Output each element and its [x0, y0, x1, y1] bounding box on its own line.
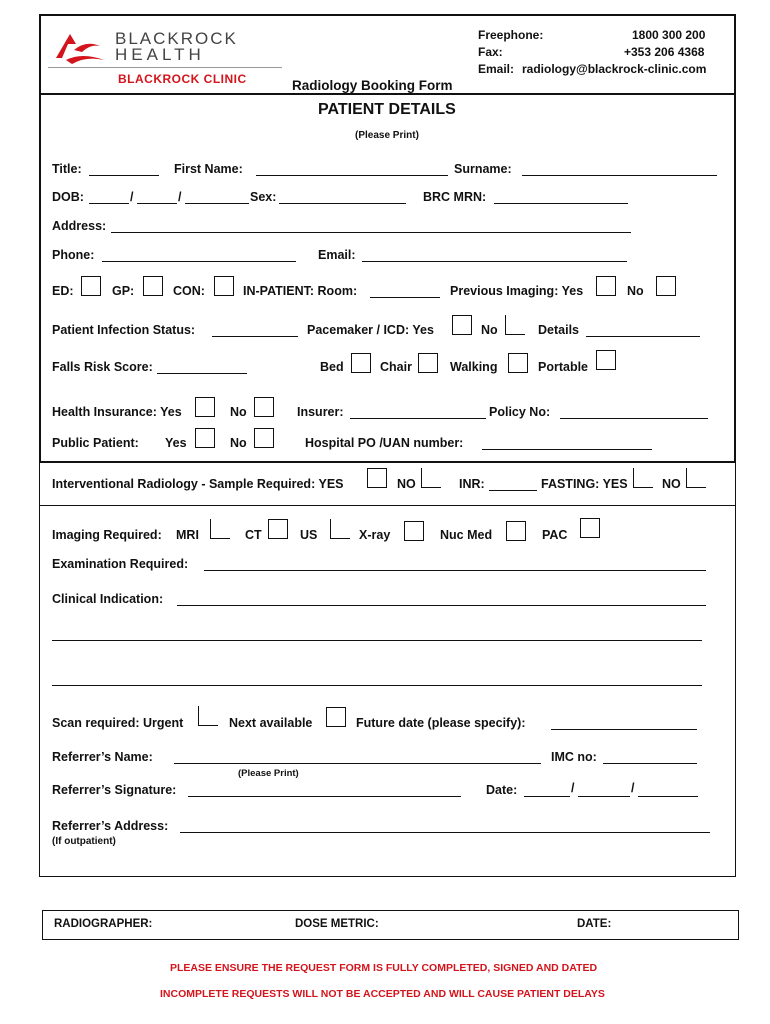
- interventional-label: Interventional Radiology - Sample Required: YES: [52, 477, 344, 491]
- clinic-name: BLACKROCK CLINIC: [118, 72, 247, 86]
- referrer-address-label: Referrer’s Address:: [52, 819, 169, 833]
- fax-value: +353 206 4368: [624, 45, 705, 59]
- request-section: [39, 461, 736, 877]
- form-title: Radiology Booking Form: [292, 78, 453, 93]
- ref-date-label: Date:: [486, 783, 518, 797]
- dob-sep-1: /: [130, 190, 134, 204]
- dob-sep-2: /: [178, 190, 182, 204]
- freephone-value: 1800 300 200: [632, 28, 706, 42]
- fax-label: Fax:: [478, 45, 503, 59]
- please-print-note: (Please Print): [238, 768, 299, 779]
- prev-imaging-no-label: No: [627, 284, 644, 298]
- phone-label: Phone:: [52, 248, 95, 262]
- us-checkbox[interactable]: [330, 519, 350, 539]
- radiographer-label: RADIOGRAPHER:: [54, 918, 153, 930]
- ref-date-day-field[interactable]: [524, 796, 570, 797]
- mri-label: MRI: [176, 528, 199, 542]
- details-label: Details: [538, 323, 579, 337]
- pacemaker-no-label: No: [481, 323, 498, 337]
- ref-date-sep-2: /: [631, 781, 635, 795]
- imc-field[interactable]: [603, 763, 697, 764]
- exam-label: Examination Required:: [52, 557, 189, 571]
- health-ins-yes-checkbox[interactable]: [195, 397, 215, 417]
- clinical-label: Clinical Indication:: [52, 592, 164, 606]
- public-patient-label: Public Patient:: [52, 436, 139, 450]
- dob-year-field[interactable]: [185, 203, 249, 204]
- future-date-label: Future date (please specify):: [356, 716, 526, 730]
- chair-label: Chair: [380, 360, 412, 374]
- ct-checkbox[interactable]: [268, 519, 288, 539]
- patient-email-label: Email:: [318, 248, 356, 262]
- first-name-field[interactable]: [256, 175, 448, 176]
- gp-checkbox[interactable]: [143, 276, 163, 296]
- gp-label: GP:: [112, 284, 135, 298]
- interventional-divider: [39, 505, 736, 506]
- referrer-signature-field[interactable]: [188, 796, 461, 797]
- fasting-yes-checkbox[interactable]: [633, 468, 653, 488]
- ref-date-month-field[interactable]: [578, 796, 630, 797]
- phone-field[interactable]: [102, 261, 296, 262]
- scan-urgent-checkbox[interactable]: [198, 706, 218, 726]
- referrer-signature-label: Referrer’s Signature:: [52, 783, 177, 797]
- next-available-label: Next available: [229, 716, 313, 730]
- falls-label: Falls Risk Score:: [52, 360, 153, 374]
- pacemaker-yes-checkbox[interactable]: [452, 315, 472, 335]
- fasting-no-label: NO: [662, 477, 681, 491]
- ref-date-sep-1: /: [571, 781, 575, 795]
- walking-checkbox[interactable]: [508, 353, 528, 373]
- exam-field[interactable]: [204, 570, 706, 571]
- dob-month-field[interactable]: [137, 203, 177, 204]
- nuc-med-checkbox[interactable]: [506, 521, 526, 541]
- pac-label: PAC: [542, 528, 568, 542]
- clinical-field-2[interactable]: [52, 640, 702, 641]
- address-label: Address:: [52, 219, 107, 233]
- referrer-address-field[interactable]: [180, 832, 710, 833]
- interventional-yes-checkbox[interactable]: [367, 468, 387, 488]
- brand-line2: HEALTH: [115, 45, 205, 64]
- ref-date-year-field[interactable]: [638, 796, 698, 797]
- title-label: Title:: [52, 162, 82, 176]
- bed-label: Bed: [320, 360, 344, 374]
- scan-urgent-label: Scan required: Urgent: [52, 716, 184, 730]
- public-no-checkbox[interactable]: [254, 428, 274, 448]
- ed-label: ED:: [52, 284, 74, 298]
- inr-label: INR:: [459, 477, 485, 491]
- dose-metric-label: DOSE METRIC:: [295, 918, 379, 930]
- referrer-name-field[interactable]: [174, 763, 541, 764]
- mri-checkbox[interactable]: [210, 519, 230, 539]
- logo: [52, 28, 110, 66]
- warning-line-1: PLEASE ENSURE THE REQUEST FORM IS FULLY COMPLETED, SIGNED AND DATED: [170, 962, 598, 974]
- room-field[interactable]: [370, 297, 440, 298]
- ed-checkbox[interactable]: [81, 276, 101, 296]
- health-ins-no-checkbox[interactable]: [254, 397, 274, 417]
- freephone-label: Freephone:: [478, 28, 544, 42]
- footer-date-label: DATE:: [577, 918, 612, 930]
- dob-day-field[interactable]: [89, 203, 129, 204]
- brand-divider: [48, 67, 282, 68]
- prev-imaging-no-checkbox[interactable]: [656, 276, 676, 296]
- pac-checkbox[interactable]: [580, 518, 600, 538]
- clinical-field-3[interactable]: [52, 685, 702, 686]
- fasting-no-checkbox[interactable]: [686, 468, 706, 488]
- brc-mrn-label: BRC MRN:: [423, 190, 487, 204]
- sex-label: Sex:: [250, 190, 277, 204]
- insurer-field[interactable]: [350, 418, 486, 419]
- clinical-field-1[interactable]: [177, 605, 706, 606]
- dob-label: DOB:: [52, 190, 84, 204]
- infection-label: Patient Infection Status:: [52, 323, 196, 337]
- email-value[interactable]: radiology@blackrock-clinic.com: [522, 62, 707, 76]
- prev-imaging-label: Previous Imaging: Yes: [450, 284, 584, 298]
- us-label: US: [300, 528, 318, 542]
- xray-label: X-ray: [359, 528, 391, 542]
- hospital-po-label: Hospital PO /UAN number:: [305, 436, 464, 450]
- walking-label: Walking: [450, 360, 498, 374]
- imaging-label: Imaging Required:: [52, 528, 162, 542]
- patient-email-field[interactable]: [362, 261, 627, 262]
- hospital-po-field[interactable]: [482, 449, 652, 450]
- insurer-label: Insurer:: [297, 405, 344, 419]
- interventional-no-label: NO: [397, 477, 416, 491]
- pacemaker-no-checkbox[interactable]: [505, 315, 525, 335]
- referrer-name-label: Referrer’s Name:: [52, 750, 153, 764]
- surname-label: Surname:: [454, 162, 512, 176]
- patient-heading: PATIENT DETAILS: [318, 101, 456, 118]
- xray-checkbox[interactable]: [404, 521, 424, 541]
- con-checkbox[interactable]: [214, 276, 234, 296]
- falls-field[interactable]: [157, 373, 247, 374]
- public-yes-checkbox[interactable]: [195, 428, 215, 448]
- brand-line1: BLACKROCK: [115, 29, 238, 48]
- sex-field[interactable]: [279, 203, 406, 204]
- warning-line-2: INCOMPLETE REQUESTS WILL NOT BE ACCEPTED AND WILL CAUSE PATIENT DELAYS: [160, 988, 605, 1000]
- chair-checkbox[interactable]: [418, 353, 438, 373]
- blackrock-logo-icon: [52, 28, 110, 66]
- con-label: CON:: [173, 284, 205, 298]
- health-ins-label: Health Insurance: Yes: [52, 405, 182, 419]
- public-no-label: No: [230, 436, 247, 450]
- nuc-med-label: Nuc Med: [440, 528, 493, 542]
- if-outpatient-note: (If outpatient): [52, 836, 116, 847]
- bed-checkbox[interactable]: [351, 353, 371, 373]
- policy-label: Policy No:: [489, 405, 551, 419]
- imc-label: IMC no:: [551, 750, 597, 764]
- patient-subheading: (Please Print): [355, 130, 419, 141]
- first-name-label: First Name:: [174, 162, 243, 176]
- health-ins-no-label: No: [230, 405, 247, 419]
- email-label: Email:: [478, 62, 515, 76]
- surname-field[interactable]: [522, 175, 717, 176]
- pacemaker-label: Pacemaker / ICD: Yes: [307, 323, 434, 337]
- infection-field[interactable]: [212, 336, 298, 337]
- portable-checkbox[interactable]: [596, 350, 616, 370]
- public-yes-label: Yes: [165, 436, 187, 450]
- title-field[interactable]: [89, 175, 159, 176]
- fasting-label: FASTING: YES: [541, 477, 628, 491]
- next-available-checkbox[interactable]: [326, 707, 346, 727]
- portable-label: Portable: [538, 360, 589, 374]
- prev-imaging-yes-checkbox[interactable]: [596, 276, 616, 296]
- ct-label: CT: [245, 528, 262, 542]
- inr-field[interactable]: [489, 490, 537, 491]
- future-date-field[interactable]: [551, 729, 697, 730]
- details-field[interactable]: [586, 336, 700, 337]
- brc-mrn-field[interactable]: [494, 203, 628, 204]
- policy-field[interactable]: [560, 418, 708, 419]
- inpatient-label: IN-PATIENT: Room:: [243, 284, 358, 298]
- interventional-no-checkbox[interactable]: [421, 468, 441, 488]
- address-field[interactable]: [111, 232, 631, 233]
